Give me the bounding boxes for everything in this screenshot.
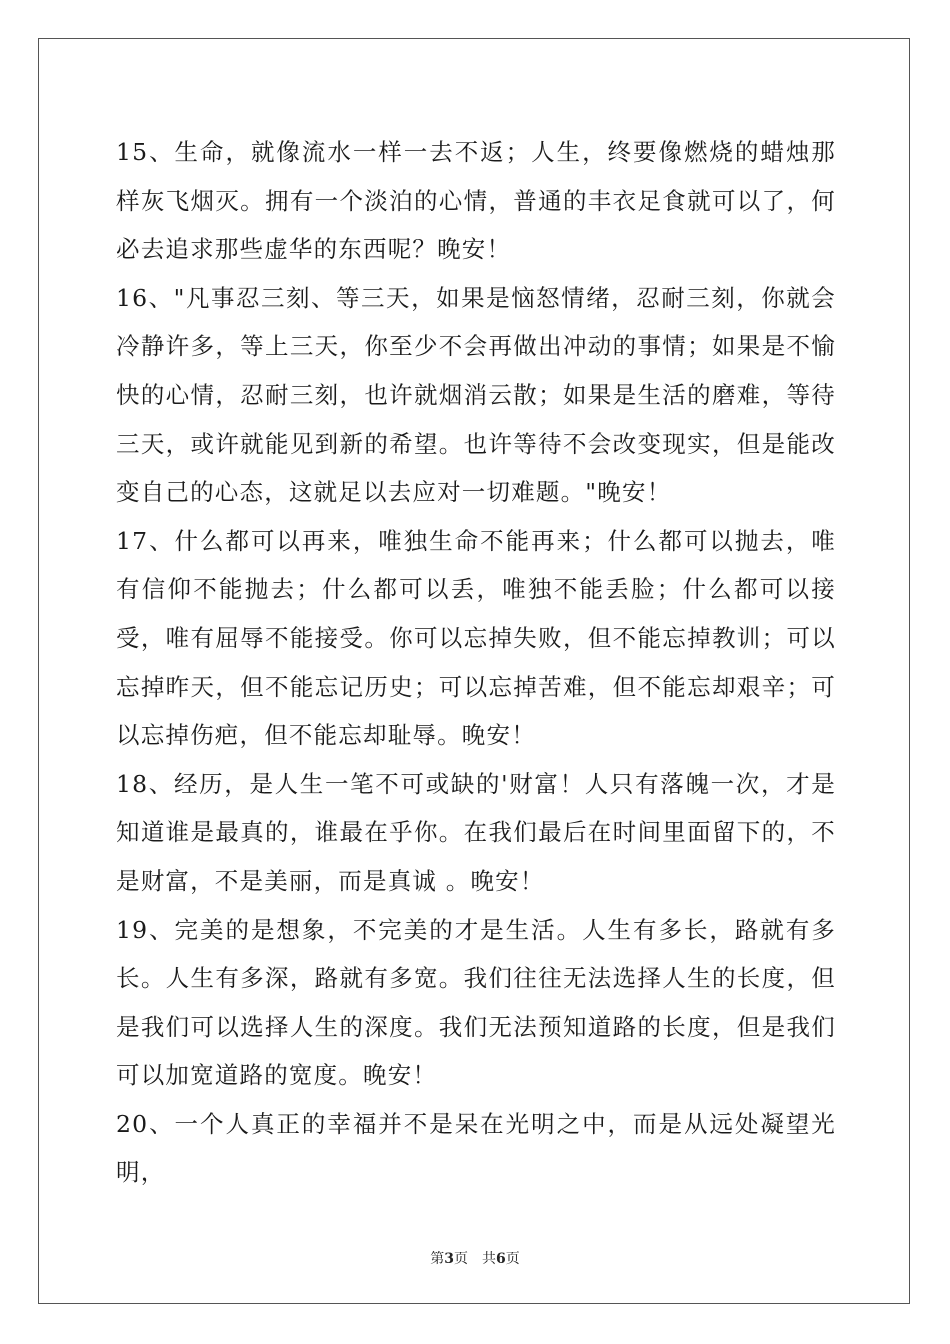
total-prefix: 共 <box>482 1251 496 1267</box>
page-total: 6 <box>496 1251 506 1267</box>
paragraph-20: 20、一个人真正的幸福并不是呆在光明之中，而是从远处凝望光明， <box>116 1109 836 1187</box>
page-prefix: 第 <box>430 1251 445 1267</box>
paragraph-15: 15、生命，就像流水一样一去不返；人生，终要像燃烧的蜡烛那样灰飞烟灭。拥有一个淡泊的心情，普通的丰衣足食就可以了，何必去追求那些虚华的东西呢？晚安！ <box>116 138 836 264</box>
document-body <box>116 128 836 1197</box>
paragraph-17: 17、什么都可以再来，唯独生命不能再来；什么都可以抛去，唯有信仰不能抛去；什么都可以丢，唯独不能丢脸；什么都可以接受，唯有屈辱不能接受。你可以忘掉失败，但不能忘掉教训；可以忘掉昨天，但不能忘记历史；可以忘掉苦难，但不能忘却艰辛；可以忘掉伤疤，但不能忘却耻辱。晚安！ <box>116 526 836 750</box>
total-suffix: 页 <box>505 1251 520 1267</box>
paragraph-19: 19、完美的是想象，不完美的才是生活。人生有多长，路就有多长。人生有多深，路就有多宽。我们往往无法选择人生的长度，但是我们可以选择人生的深度。我们无法预知道路的长度，但是我们可以加宽道路的宽度。晚安！ <box>116 915 836 1090</box>
paragraph-18: 18、经历，是人生一笔不可或缺的'财富！人只有落魄一次，才是知道谁是最真的，谁最在乎你。在我们最后在时间里面留下的，不是财富，不是美丽，而是真诚 。晚安！ <box>116 769 836 895</box>
paragraph-16: 16、"凡事忍三刻、等三天，如果是恼怒情绪，忍耐三刻，你就会冷静许多，等上三天，你至少不会再做出冲动的事情；如果是不愉快的心情，忍耐三刻，也许就烟消云散；如果是生活的磨难，等待三天，或许就能见到新的希望。也许等待不会改变现实，但是能改变自己的心态，这就足以去应对一切难题。"晚安！ <box>116 283 836 507</box>
page-footer <box>0 1248 950 1268</box>
page-suffix: 页 <box>454 1251 468 1267</box>
page-current: 3 <box>444 1251 454 1267</box>
